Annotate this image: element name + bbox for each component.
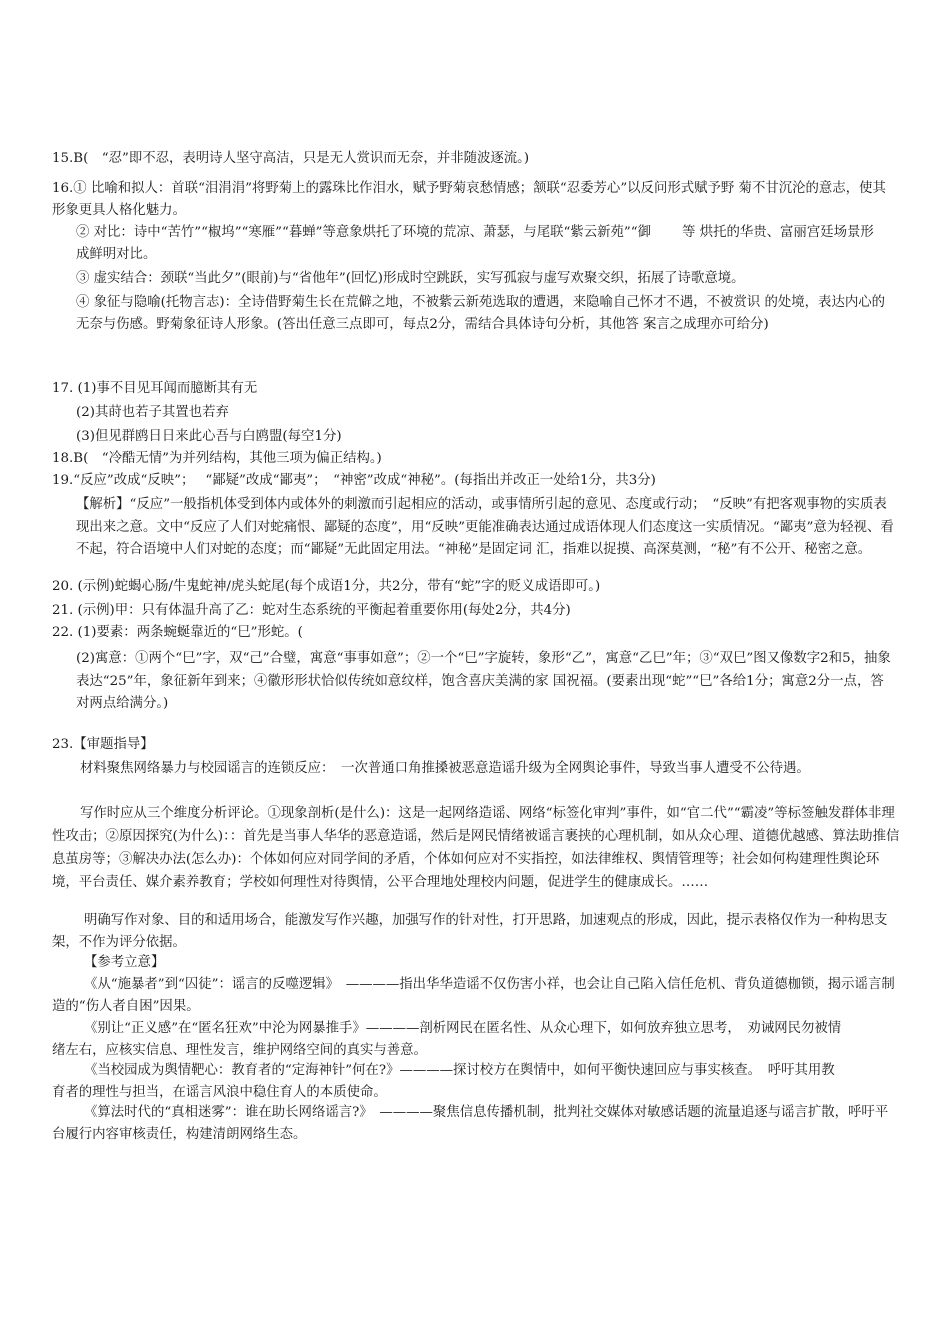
essay-paragraph-2: 写作时应从三个维度分析评论。①现象剖析(是什么)：这是一起网络造谣、网络“标签化审判”事件，如“官二代”“霸凌”等标签触发群体非理性攻击；②原因探究(为什么)：：首先是当事人华华的恶意造谣，然后是网民情绪被谣言裹挟的心理机制，如从众心理、道德优越感、算法助推信息茧房等；③解决办法(怎么办)：个体如何应对同学间的矛盾，个体如何应对不实指控，如法律维权、舆情管理等；社会如何构建理性舆论环境，平台责任、媒介素养教育；学校如何理性对待舆情，公平合理地处理校内问题，促进学生的健康成长。…… xyxy=(52,806,900,890)
answer-22-item-2: (2)寓意：①两个“巳”字，双“己”合璧，寓意“事事如意”；②一个“巳”字旋转，象形“乙”，寓意“乙巳”年；③“双巳”图又像数字2和5，抽象表达“25”年，象征新年到来；④徽形形状恰似传统如意纹样，饱含喜庆美满的家 国祝福。(要素出现“蛇”“巳”各给1分；寓意2分一点，答对两点给满分。) xyxy=(76,651,891,711)
answer-16-point-4: ④ 象征与隐喻(托物言志)：全诗借野菊生长在荒僻之地，不被紫云新苑选取的遭遇，来隐喻自己怀才不遇，不被赏识 的处境，表达内心的无奈与伤感。野菊象征诗人形象。(答出任意三点即可，每点2分，需结合具体诗句分析，其他答 案言之成理亦可给分) xyxy=(76,295,886,332)
answer-15: 15.B( “忍”即不忍，表明诗人坚守高洁，只是无人赏识而无奈，并非随波逐流。) xyxy=(52,151,530,166)
answer-21: 21. (示例)甲：只有体温升高了乙：蛇对生态系统的平衡起着重要你用(每处2分，共4分) xyxy=(52,603,571,618)
reference-idea-4: 《算法时代的“真相迷雾”：谁在助长网络谣言?》 ————聚焦信息传播机制，批判社交媒体对敏感话题的流量追逐与谣言扩散，呼吁平台履行内容审核责任，构建清朗网络生态。 xyxy=(52,1105,889,1142)
essay-heading: 23.【审题指导】 xyxy=(52,737,154,752)
answer-22-item-1: 22. (1)要素：两条蜿蜒靠近的“巳”形蛇。( xyxy=(52,625,303,640)
answer-19: 19.“反应”改成“反映”； “鄙疑”改成“鄙夷”； “神密”改成“神秘”。(每指出并改正一处给1分，共3分) xyxy=(52,473,656,488)
reference-heading: 【参考立意】 xyxy=(84,955,165,970)
answer-17-item-2: (2)其莳也若子其置也若弃 xyxy=(76,405,229,420)
answer-19-analysis: 【解析】“反应”一般指机体受到体内或体外的刺激而引起相应的活动，或事情所引起的意见、态度或行动； “反映”有把客观事物的实质表现出来之意。文中“反应了人们对蛇痛恨、鄙疑的态度”，用“反映”更能准确表达通过成语体现人们态度这一实质情况。“鄙夷”意为轻视、看不起，符合语境中人们对蛇的态度；而“鄙疑”无此固定用法。“神秘”是固定词 汇，指难以捉摸、高深莫测，“秘”有不公开、秘密之意。 xyxy=(76,497,894,557)
reference-idea-3: 《当校园成为舆情靶心：教育者的“定海神针”何在?》————探讨校方在舆情中，如何平衡快速回应与事实核查。 呼吁其用教育者的理性与担当，在谣言风浪中稳住育人的本质使命。 xyxy=(52,1063,835,1100)
answer-20: 20. (示例)蛇蝎心肠/牛鬼蛇神/虎头蛇尾(每个成语1分，共2分，带有“蛇”字的贬义成语即可。) xyxy=(52,579,601,594)
answer-17-item-1: 17. (1)事不目见耳闻而臆断其有无 xyxy=(52,381,258,396)
answer-17-item-3: (3)但见群鸥日日来此心吾与白鸥盟(每空1分) xyxy=(76,429,342,444)
answer-18: 18.B( “冷酷无情”为并列结构，其他三项为偏正结构。) xyxy=(52,451,382,466)
essay-paragraph-3: 明确写作对象、目的和适用场合，能激发写作兴趣，加强写作的针对性，打开思路，加速观点的形成，因此，提示表格仅作为一种构思支架，不作为评分依据。 xyxy=(52,913,888,950)
answer-16-point-3: ③ 虚实结合：颈联“当此夕”(眼前)与“省他年”(回忆)形成时空跳跃，实写孤寂与虚写欢聚交织，拓展了诗歌意境。 xyxy=(76,271,745,286)
reference-idea-1: 《从“施暴者”到“囚徒”：谣言的反噬逻辑》 ————指出华华造谣不仅伤害小祥，也会让自己陷入信任危机、背负道德枷锁，揭示谣言制造的“伤人者自困”因果。 xyxy=(52,977,895,1014)
essay-paragraph-1: 材料聚焦网络暴力与校园谣言的连锁反应： 一次普通口角推搡被恶意造谣升级为全网舆论事件，导致当事人遭受不公待遇。 xyxy=(80,761,810,776)
reference-idea-2: 《别让“正义感”在“匿名狂欢”中沦为网暴推手》————剖析网民在匿名性、从众心理下，如何放弃独立思考， 劝诫网民勿被情绪左右，应核实信息、理性发言，维护网络空间的真实与善意。 xyxy=(52,1021,842,1058)
answer-16-point-1: 16.① 比喻和拟人：首联“泪涓涓”将野菊上的露珠比作泪水，赋予野菊哀愁情感；颔联“忍委芳心”以反问形式赋予野 菊不甘沉沦的意志，使其形象更具人格化魅力。 xyxy=(52,181,886,218)
answer-16-point-2: ② 对比：诗中“苦竹”“椒坞”“寒雁”“暮蝉”等意象烘托了环境的荒凉、萧瑟，与尾联“紫云新苑”“御 等 烘托的华贵、富丽宫廷场景形成鲜明对比。 xyxy=(76,225,874,262)
